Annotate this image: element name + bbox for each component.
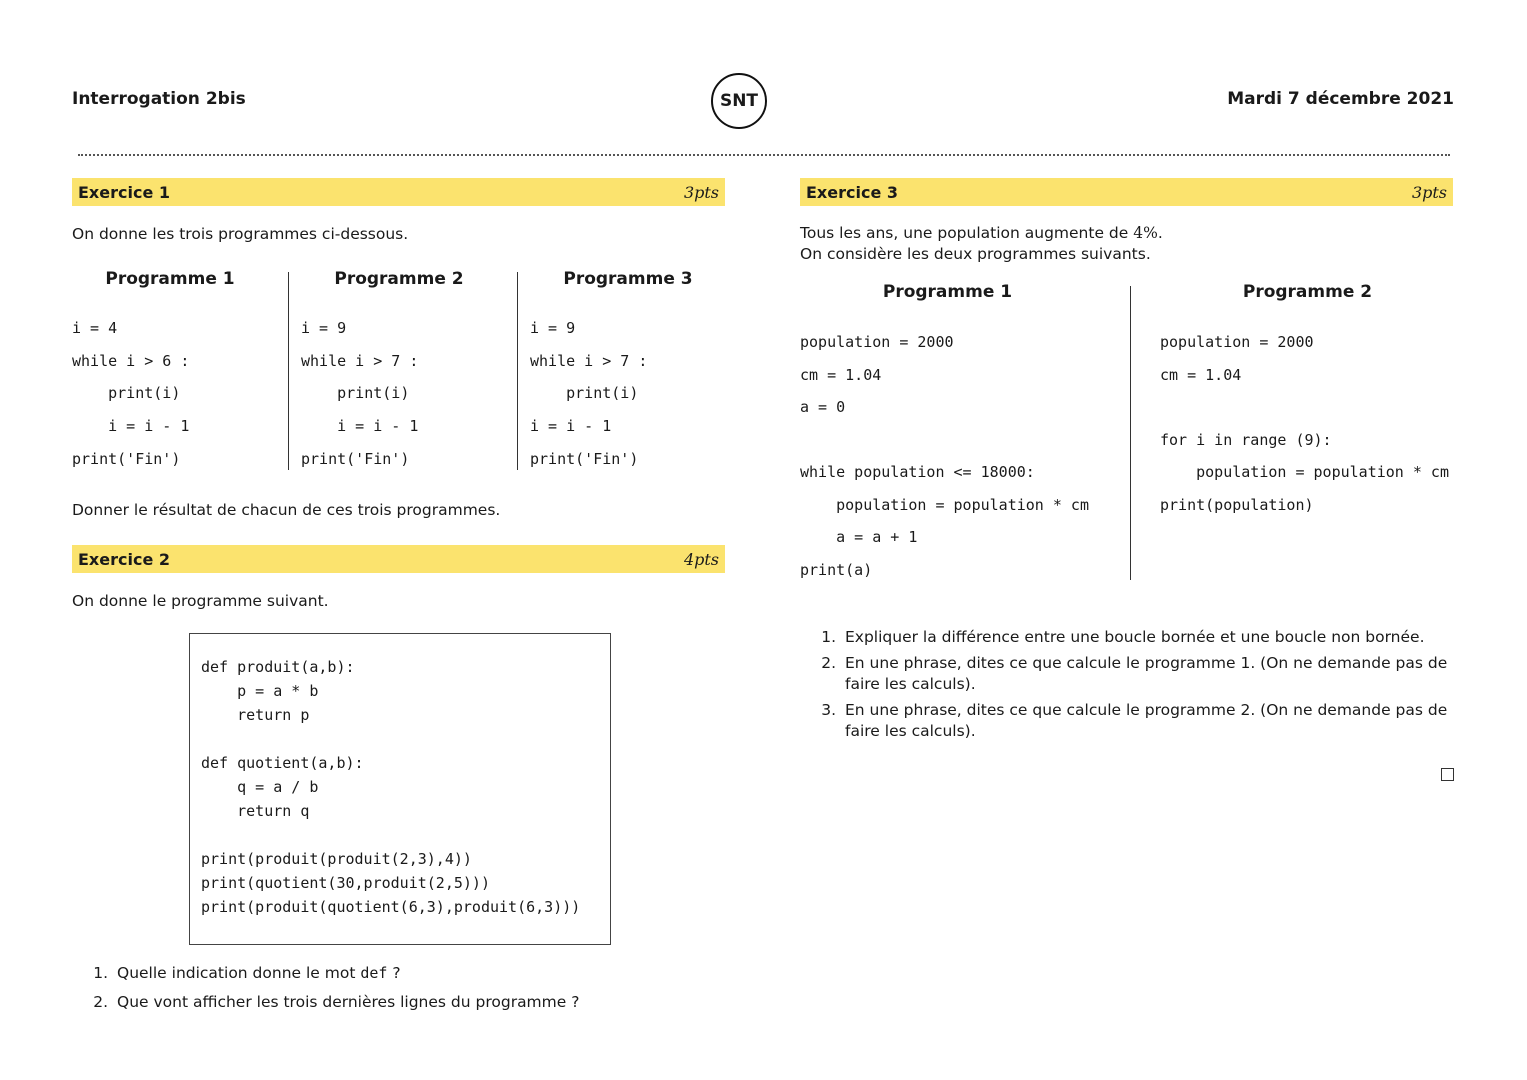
document-title: Interrogation 2bis [72, 89, 246, 109]
code-line: i = i - 1 [530, 417, 612, 436]
code-line: population = population * cm [800, 495, 1089, 514]
ex2-question-1 [84, 963, 401, 984]
code-line: i = 9 [301, 319, 347, 337]
code-line [201, 826, 580, 850]
code-line: population = 2000 [800, 333, 954, 351]
column-divider [1130, 286, 1131, 580]
ex3-questions [812, 627, 1457, 742]
code-line: while i > 7 : [301, 351, 419, 370]
code-line: print(produit(produit(2,3),4)) [201, 850, 472, 868]
code-line: i = i - 1 [301, 417, 419, 436]
code-line: for i in range (9): [1160, 430, 1332, 449]
list-text: Que vont afficher les trois dernières lignes du programme ? [117, 993, 580, 1011]
code-line: print('Fin') [301, 449, 410, 468]
code-line: print(population) [1160, 495, 1314, 514]
end-of-proof-square-icon [1441, 768, 1454, 781]
code-line: print(i) [72, 384, 181, 403]
ex2-code-box [189, 633, 611, 945]
ex1-program-3-title: Programme 3 [563, 269, 693, 289]
code-line: population = 2000 [1160, 333, 1314, 351]
exercise-1-title: Exercice 1 [78, 182, 170, 202]
dotted-separator [78, 140, 1450, 156]
exercise-3-intro: Tous les ans, une population augmente de 4%. On considère les deux programmes suivants. [800, 224, 1163, 263]
code-line: i = 4 [72, 319, 118, 337]
ex3-program-2-code [1160, 333, 1449, 528]
exercise-2-header [72, 545, 725, 573]
list-number: 3. [821, 701, 836, 719]
column-divider [517, 272, 518, 470]
list-item [812, 653, 1457, 695]
exercise-3-points: 3pts [1411, 182, 1447, 202]
code-line: p = a * b [201, 682, 319, 700]
list-text: En une phrase, dites ce que calcule le programme 2. (On ne demande pas de faire les calculs). [845, 701, 1448, 740]
subject-badge [711, 73, 767, 129]
exercise-1-header [72, 178, 725, 206]
ex1-program-2-title: Programme 2 [334, 269, 464, 289]
code-line: print(produit(quotient(6,3),produit(6,3))) [201, 898, 581, 916]
code-line: print('Fin') [530, 449, 639, 468]
exercise-2-intro: On donne le programme suivant. [72, 592, 329, 610]
document-date: Mardi 7 décembre 2021 [1227, 89, 1454, 109]
list-number: 2. [93, 993, 108, 1011]
list-number: 2. [821, 654, 836, 672]
list-text: En une phrase, dites ce que calcule le programme 1. (On ne demande pas de faire les calculs). [845, 654, 1448, 693]
code-line: print(i) [530, 384, 639, 403]
list-item [812, 627, 1457, 648]
code-line: i = i - 1 [72, 417, 190, 436]
inline-code: def [360, 964, 388, 982]
exercise-1-question: Donner le résultat de chacun de ces trois programmes. [72, 501, 501, 519]
code-line [201, 730, 580, 754]
code-line: def produit(a,b): [201, 658, 355, 676]
ex1-program-1-title: Programme 1 [105, 269, 235, 289]
ex3-program-1-code [800, 333, 1089, 593]
code-line [1160, 398, 1449, 431]
list-text: Expliquer la différence entre une boucle bornée et une boucle non bornée. [845, 628, 1425, 646]
ex3-program-1-title: Programme 1 [882, 282, 1013, 302]
list-text: Quelle indication donne le mot def ? [117, 964, 401, 982]
code-line [800, 431, 1089, 464]
code-line: print(i) [301, 384, 410, 403]
ex1-program-2-code [301, 319, 418, 482]
code-line: cm = 1.04 [1160, 365, 1242, 384]
code-line: population = population * cm [1160, 463, 1449, 481]
list-number: 1. [821, 628, 836, 646]
code-line: cm = 1.04 [800, 365, 882, 384]
subject-badge-label: SNT [719, 91, 759, 111]
growth-rate: 4% [1133, 224, 1158, 242]
ex3-program-2-title: Programme 2 [1242, 282, 1373, 302]
exercise-2-title: Exercice 2 [78, 549, 170, 569]
exercise-1-intro: On donne les trois programmes ci-dessous. [72, 225, 409, 243]
code-line: print(a) [800, 560, 873, 579]
list-item [812, 700, 1457, 742]
code-line: print(quotient(30,produit(2,5))) [201, 874, 490, 892]
code-line: while i > 7 : [530, 351, 648, 370]
code-line: def quotient(a,b): [201, 754, 364, 772]
column-divider [288, 272, 289, 470]
exercise-3-header [800, 178, 1453, 206]
exercise-2-points: 4pts [683, 549, 719, 569]
ex1-program-3-code [530, 319, 647, 482]
exercise-3-title: Exercice 3 [806, 182, 898, 202]
code-line: while i > 6 : [72, 351, 190, 370]
code-line: q = a / b [201, 778, 319, 796]
code-line: while population <= 18000: [800, 463, 1035, 481]
list-number: 1. [93, 964, 108, 982]
ex2-question-2 [84, 992, 579, 1013]
exercise-1-points: 3pts [683, 182, 719, 202]
code-line: print('Fin') [72, 449, 181, 468]
code-line: a = a + 1 [800, 528, 918, 546]
code-line: return q [201, 802, 310, 820]
ex1-program-1-code [72, 319, 189, 482]
code-line: a = 0 [800, 398, 846, 416]
code-line: i = 9 [530, 319, 576, 337]
code-line: return p [201, 706, 310, 724]
